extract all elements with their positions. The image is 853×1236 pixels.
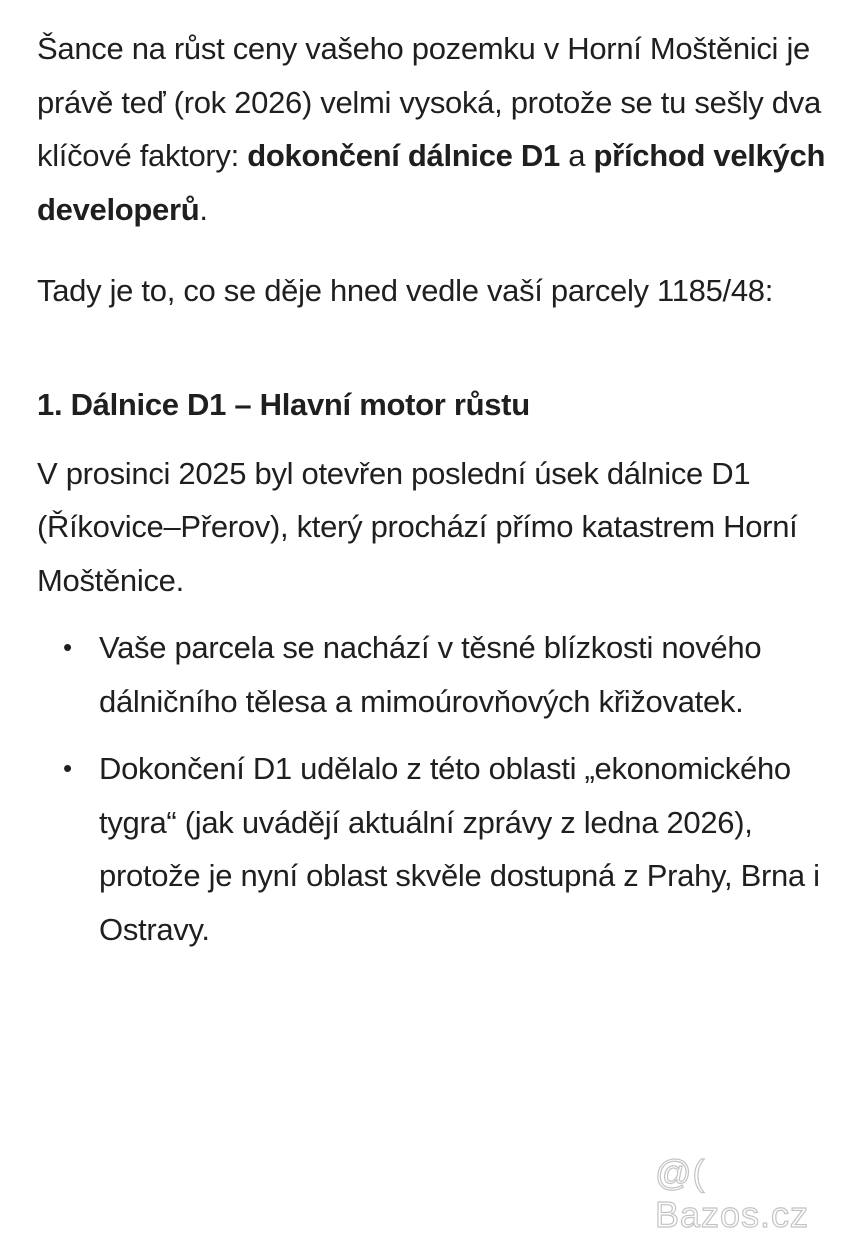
bullet-text: Dokončení D1 udělalo z této oblasti „ekonomického tygra“ (jak uvádějí aktuální zprávy z ledna 2026), protože je nyní oblast skvěle dostupná z Prahy, Brna i Ostravy.	[99, 751, 820, 947]
bullet-text: Vaše parcela se nachází v těsné blízkosti nového dálničního tělesa a mimoúrovňových křižovatek.	[99, 630, 762, 719]
bullet-item	[37, 621, 827, 728]
intro-paragraph	[37, 22, 827, 236]
bullet-list	[37, 621, 827, 956]
bullet-item	[37, 742, 827, 956]
bazos-watermark: @( Bazos.cz	[655, 1152, 810, 1235]
intro-text-after: .	[199, 191, 208, 227]
section-paragraph: V prosinci 2025 byl otevřen poslední úsek dálnice D1 (Říkovice–Přerov), který prochází přímo katastrem Horní Moštěnice.	[37, 455, 798, 598]
intro-bold-developers: příchod velkých developerů	[37, 138, 826, 227]
section-heading: 1. Dálnice D1 – Hlavní motor růstu	[37, 386, 530, 422]
intro-text-before: Šance na růst ceny vašeho pozemku v Horní Moštěnici je právě teď (rok 2026) velmi vysoká, protože se tu sešly dva klíčové faktory:	[37, 31, 821, 173]
intro-text-middle: a	[559, 138, 594, 173]
bullet-icon: •	[63, 632, 72, 662]
bullet-icon: •	[63, 753, 72, 783]
intro-bold-highway: dokončení dálnice D1	[247, 138, 560, 173]
article-content	[37, 22, 827, 970]
lead-paragraph: Tady je to, co se děje hned vedle vaší parcely 1185/48:	[37, 273, 774, 308]
